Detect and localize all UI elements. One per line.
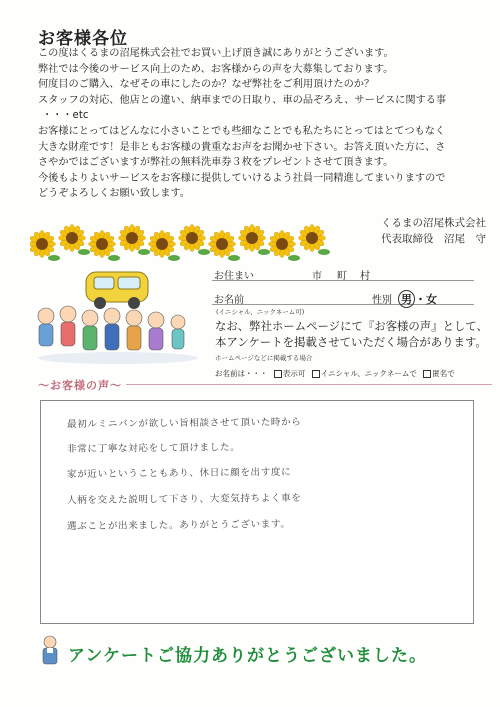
voice-title: ～お客様の声～ [38,377,126,393]
sunflower-icon [30,231,56,258]
checkbox-display-ok[interactable] [274,370,282,378]
notice-line: 本アンケートを掲載させていただく場合があります。 [215,335,487,349]
name-display-options [215,366,488,382]
sunflower-icon [209,231,236,258]
options-prefix: お名前は・・・ [215,369,268,378]
sunflower-icon [239,225,266,252]
intro-line: さやかではございますが弊社の無料洗車券３枚をプレゼントさせて頂きます。 [38,157,394,169]
gender-female-option[interactable]: 女 [426,293,437,306]
intro-line: スタッフの対応、他店との違い、納車までの日取り、車の品ぞろえ、サービスに関する事 [38,94,447,106]
car-icon [86,272,148,309]
handwritten-line: 人柄を交えた説明して下さり、大変気持ちよく車を [66,492,302,507]
representative: 代表取締役 沼尾 守 [381,233,486,245]
option-anonymous: 匿名で [432,369,455,378]
checkbox-anonymous[interactable] [423,370,431,378]
address-label: お住まい [214,271,254,282]
intro-line: お客様にとってはどんなに小さいことでも些細なことでも私たちにとってはとてつもなく [38,125,446,137]
gender-options[interactable] [398,290,437,308]
intro-line: どうぞよろしくお願い致します。 [38,188,190,200]
name-hint: (イニシャル、ニックネーム可) [216,308,305,316]
intro-line: 大きな財産です！是非ともお客様の貴重なお声をお聞かせ下さい。お答え頂いた方に、さ [38,141,446,153]
village-label: 村 [360,271,370,282]
intro-text [38,46,478,202]
staff-people-icon [38,306,185,350]
option-display-ok: 表示可 [282,369,306,378]
checkbox-initials[interactable] [312,370,320,378]
intro-line: この度はくるまの沼尾株式会社でお買い上げ頂き誠にありがとうございます。 [38,48,394,59]
intro-line: 今後もよりよいサービスをお客様に提供していけるよう社員一同精進してまいりますので [38,172,446,184]
page-title: お客様各位 [38,29,128,49]
sunflower-icon [179,225,206,252]
thanks-message: アンケートご協力ありがとうございました。 [68,646,427,666]
notice-small: ホームページなどに掲載する場合 [215,354,313,362]
sunflower-icon [119,225,146,252]
company-name: くるまの沼尾株式会社 [381,217,486,229]
town-label: 町 [337,271,347,282]
handwritten-line: 非常に丁寧な対応をして頂けました。 [66,442,241,455]
gender-label: 性別 [372,295,392,306]
sunflower-icon [269,231,296,258]
homepage-notice [215,318,488,382]
city-label: 市 [312,271,322,282]
handwritten-line: 家が近いということもあり、休日に顔を出す度に [66,466,292,481]
gender-separator: ・ [415,293,426,306]
notice-line: なお、弊社ホームページにて『お客様の声』として、 [215,319,488,333]
sunflower-icon [299,225,326,252]
intro-line: 何度目のご購入、なぜその車にしたのか？なぜ弊社をご利用頂けたのか？ [38,79,375,91]
sunflower-icon [149,231,176,258]
staff-car-illustration [28,258,198,366]
sunflower-icon [89,231,116,258]
sunflower-icon [59,225,86,252]
handwritten-line: 選ぶことが出来ました。ありがとうございます。 [66,518,291,533]
option-initials: イニシャル、ニックネームで [320,369,417,378]
handwritten-line: 最初ルミニバンが欲しい旨相談させて頂いた時から [66,416,302,431]
name-label: お名前 [214,295,244,306]
staff-bowing-icon [38,634,62,668]
intro-line: ・・・etc [42,110,89,122]
voice-box[interactable] [40,400,474,624]
intro-line: 弊社では今後のサービス向上のため、お客様からの声を大募集しております。 [38,63,394,75]
gender-male-option[interactable]: 男 [398,290,415,308]
